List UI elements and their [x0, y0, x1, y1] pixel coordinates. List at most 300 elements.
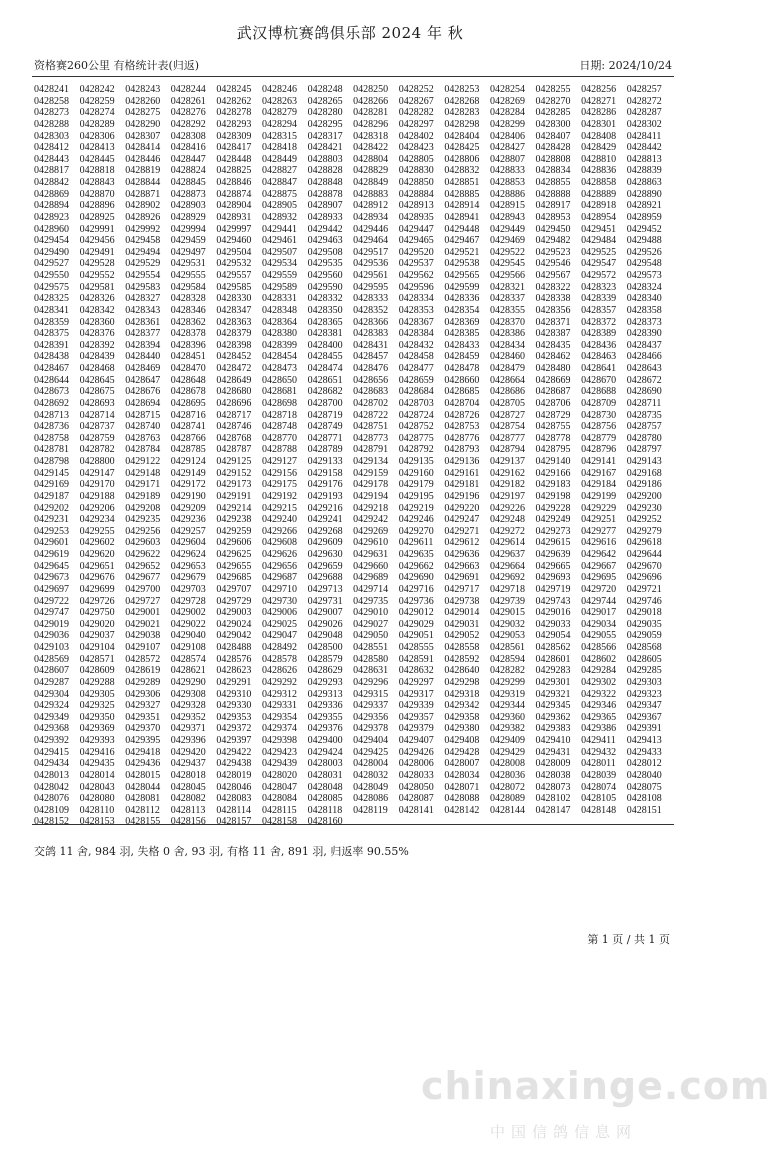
ring-number-cell: 0429347: [626, 700, 662, 712]
ring-number-cell: 0428112: [125, 804, 160, 816]
ring-number-cell: 0428422: [353, 142, 389, 154]
ring-number-cell: 0428261: [170, 95, 206, 107]
ring-number-cell: 0428883: [353, 188, 389, 200]
ring-number-cell: 0428792: [398, 444, 434, 456]
ring-number-cell: 0428904: [216, 200, 252, 212]
ring-number-cell: 0429463: [307, 235, 343, 247]
ring-number-cell: 0428574: [170, 653, 206, 665]
ring-number-cell: 0429731: [307, 595, 343, 607]
ring-number-cell: 0428402: [398, 130, 434, 142]
ring-number-cell: 0428568: [626, 642, 662, 653]
ring-number-cell: 0428333: [353, 293, 389, 305]
ring-number-cell: 0428711: [626, 397, 662, 409]
ring-number-cell: 0428389: [581, 328, 617, 340]
ring-number-cell: 0429750: [79, 607, 115, 619]
ring-number-cell: 0428284: [489, 107, 525, 119]
ring-number-cell: 0428370: [489, 316, 525, 328]
ring-number-cell: 0428681: [261, 386, 297, 398]
ring-number-cell: 0428278: [216, 107, 252, 119]
ring-number-cell: 0428338: [535, 293, 571, 305]
ring-number-cell: 0428155: [125, 816, 161, 828]
ring-number-cell: 0429169: [34, 479, 69, 491]
ring-number-cell: 0429108: [170, 642, 206, 653]
ring-number-cell: 0429324: [34, 700, 69, 712]
ring-number-cell: 0429176: [307, 479, 343, 491]
ring-number-cell: 0428265: [307, 95, 343, 107]
ring-number-cell: 0429434: [34, 758, 69, 770]
ring-number-cell: 0429303: [626, 676, 662, 688]
ring-number-cell: 0429548: [626, 258, 662, 270]
ring-number-cell: 0429532: [216, 258, 252, 270]
ring-number-cell: 0429228: [535, 502, 571, 514]
ring-number-cell: 0428044: [125, 781, 161, 793]
ring-number-cell: 0429173: [216, 479, 252, 491]
ring-number-cell: 0429459: [170, 235, 206, 247]
ring-number-cell: 0428631: [353, 665, 389, 677]
ring-number-cell: 0428796: [581, 444, 617, 456]
ring-number-cell: 0429465: [398, 235, 434, 247]
ring-number-cell: 0429047: [261, 630, 297, 642]
ring-number-cell: 0429277: [581, 525, 617, 537]
ring-number-cell: 0429350: [79, 711, 115, 723]
ring-number-cell: 0428102: [535, 793, 571, 805]
ring-number-cell: 0428427: [489, 142, 525, 154]
ring-number-cell: 0429298: [444, 676, 480, 688]
ring-number-cell: 0428157: [216, 816, 252, 828]
ring-number-cell: 0429010: [353, 607, 389, 619]
ring-number-cell: 0429299: [489, 676, 525, 688]
ring-number-cell: 0429517: [353, 246, 389, 258]
ring-number-cell: 0428407: [535, 130, 571, 142]
ring-number-cell: 0428591: [398, 653, 434, 665]
ring-number-cell: 0428362: [170, 316, 206, 328]
ring-number-cell: 0428670: [581, 374, 617, 386]
ring-number-cell: 0429156: [261, 467, 297, 479]
ring-number-cell: 0429055: [581, 630, 617, 642]
ring-number-cell: 0429673: [34, 572, 69, 584]
ring-number-cell: 0428469: [125, 363, 161, 374]
ring-number-cell: 0429604: [170, 537, 206, 549]
ring-number-list: [34, 84, 674, 828]
ring-number-cell: 0429490: [34, 246, 69, 258]
ring-number-cell: 0428083: [216, 793, 252, 805]
ring-number-cell: 0429620: [79, 549, 115, 560]
ring-number-cell: 0428449: [261, 153, 297, 165]
ring-number-cell: 0429382: [489, 723, 525, 735]
ring-number-cell: 0429677: [125, 572, 161, 584]
watermark-logo: chinaxinge.com: [421, 1064, 771, 1108]
ring-number-cell: 0429467: [444, 235, 480, 247]
ring-number-cell: 0429380: [444, 723, 480, 735]
ring-number-cell: 0429321: [535, 688, 571, 700]
ring-number-cell: 0428766: [170, 432, 206, 444]
ring-number-cell: 0429235: [125, 514, 161, 526]
ring-number-cell: 0428719: [307, 409, 343, 421]
ring-number-cell: 0429396: [170, 735, 206, 746]
ring-number-cell: 0429685: [216, 572, 252, 584]
ring-number-cell: 0428357: [581, 304, 617, 316]
ring-number-cell: 0429183: [535, 479, 571, 491]
ring-number-cell: 0429690: [398, 572, 434, 584]
ring-number-cell: 0428440: [125, 351, 161, 363]
ring-number-cell: 0428151: [626, 804, 662, 816]
ring-number-cell: 0429547: [581, 258, 617, 270]
ring-number-cell: 0428429: [581, 142, 617, 154]
ring-number-cell: 0429718: [489, 583, 525, 595]
ring-number-cell: 0428849: [353, 177, 389, 188]
ring-number-cell: 0428770: [261, 432, 297, 444]
ring-number-cell: 0429581: [79, 281, 115, 293]
ring-number-cell: 0428551: [353, 642, 389, 653]
ring-number-cell: 0428871: [125, 188, 161, 200]
ring-number-cell: 0428039: [581, 769, 617, 781]
ring-number-cell: 0429736: [398, 595, 434, 607]
ring-number-cell: 0428075: [626, 781, 662, 793]
ring-number-cell: 0428693: [79, 397, 115, 409]
ring-number-cell: 0428400: [307, 339, 343, 351]
ring-number-cell: 0428683: [353, 386, 389, 398]
ring-number-cell: 0428348: [261, 304, 297, 316]
ring-number-cell: 0428468: [79, 363, 115, 374]
ring-number-cell: 0429310: [216, 688, 252, 700]
ring-number-cell: 0429162: [489, 467, 525, 479]
ring-number-cell: 0429288: [79, 676, 115, 688]
ring-number-cell: 0428147: [535, 804, 571, 816]
ring-number-cell: 0428084: [261, 793, 297, 805]
ring-number-cell: 0429735: [353, 595, 389, 607]
ring-number-cell: 0429528: [79, 258, 115, 270]
ring-number-cell: 0429469: [489, 235, 525, 247]
ring-number-cell: 0429424: [307, 746, 343, 758]
ring-number-cell: 0429664: [489, 560, 525, 572]
ring-number-cell: 0429371: [170, 723, 206, 735]
ring-number-cell: 0429491: [79, 246, 115, 258]
ring-number-cell: 0428580: [353, 653, 389, 665]
ring-number-cell: 0429143: [626, 456, 662, 467]
ring-number-cell: 0429172: [170, 479, 206, 491]
ring-number-cell: 0429229: [581, 502, 617, 514]
ring-number-cell: 0428941: [444, 211, 480, 223]
ring-number-cell: 0428271: [581, 95, 617, 107]
ring-number-cell: 0428751: [353, 421, 389, 433]
ring-number-cell: 0429149: [170, 467, 206, 479]
ring-number-cell: 0428649: [216, 374, 252, 386]
ring-number-cell: 0429103: [34, 642, 69, 653]
ring-number-cell: 0428443: [34, 153, 69, 165]
ring-number-cell: 0428282: [398, 107, 434, 119]
ring-number-cell: 0429710: [261, 583, 297, 595]
ring-number-cell: 0429450: [535, 223, 571, 235]
ring-number-cell: 0429252: [626, 514, 662, 526]
ring-number-cell: 0429637: [489, 549, 525, 560]
ring-number-cell: 0429287: [34, 676, 69, 688]
ring-number-cell: 0429691: [444, 572, 480, 584]
ring-number-cell: 0429199: [581, 490, 617, 502]
ring-number-cell: 0428008: [489, 758, 525, 770]
ring-number-cell: 0428706: [535, 397, 571, 409]
ring-number-cell: 0428684: [398, 386, 434, 398]
ring-number-cell: 0429167: [581, 467, 617, 479]
ring-number-cell: 0428702: [353, 397, 389, 409]
ring-number-cell: 0429270: [398, 525, 434, 537]
ring-number-cell: 0428641: [581, 363, 617, 374]
ring-number-cell: 0428579: [307, 653, 343, 665]
ring-number-cell: 0429255: [79, 525, 115, 537]
ring-number-cell: 0428870: [79, 188, 115, 200]
ring-number-cell: 0429034: [581, 618, 617, 630]
ring-number-cell: 0428935: [398, 211, 434, 223]
ring-number-cell: 0429189: [125, 490, 161, 502]
ring-number-cell: 0429040: [170, 630, 206, 642]
ring-number-cell: 0428776: [444, 432, 480, 444]
ring-number-cell: 0428352: [353, 304, 389, 316]
ring-number-cell: 0429383: [535, 723, 571, 735]
ring-number-cell: 0428571: [79, 653, 115, 665]
ring-number-cell: 0428458: [398, 351, 434, 363]
ring-number-cell: 0429655: [216, 560, 252, 572]
ring-number-cell: 0429301: [535, 676, 571, 688]
ring-number-cell: 0429253: [34, 525, 69, 537]
ring-number-cell: 0428433: [444, 339, 480, 351]
ring-number-cell: 0428943: [489, 211, 525, 223]
ring-number-cell: 0428467: [34, 363, 69, 374]
ring-number-cell: 0428315: [261, 130, 297, 142]
ring-number-cell: 0428594: [489, 653, 525, 665]
ring-number-cell: 0428342: [79, 304, 115, 316]
ring-number-cell: 0428014: [79, 769, 115, 781]
ring-number-cell: 0428472: [216, 363, 252, 374]
ring-number-cell: 0428275: [125, 107, 161, 119]
ring-number-cell: 0428323: [581, 281, 617, 293]
ring-number-cell: 0428752: [398, 421, 434, 433]
ring-number-cell: 0428032: [353, 769, 389, 781]
ring-number-cell: 0428844: [125, 177, 161, 188]
ring-number-cell: 0429730: [261, 595, 297, 607]
ring-number-cell: 0429214: [216, 502, 252, 514]
ring-number-cell: 0428356: [535, 304, 571, 316]
ring-number-cell: 0429573: [626, 270, 662, 281]
ring-number-cell: 0429494: [125, 246, 161, 258]
ring-number-cell: 0429554: [125, 270, 161, 281]
ring-number-cell: 0428888: [535, 188, 571, 200]
ring-number-cell: 0429689: [353, 572, 389, 584]
ring-number-cell: 0428253: [444, 84, 480, 95]
ring-number-cell: 0429219: [398, 502, 434, 514]
ring-number-cell: 0429656: [261, 560, 297, 572]
ring-number-cell: 0428907: [307, 200, 343, 212]
ring-number-cell: 0429024: [216, 618, 252, 630]
ring-number-cell: 0428763: [125, 432, 161, 444]
ring-number-cell: 0429166: [535, 467, 571, 479]
ring-number-cell: 0429027: [353, 618, 389, 630]
ring-number-cell: 0428288: [34, 118, 69, 130]
ring-number-cell: 0428933: [307, 211, 343, 223]
ring-number-cell: 0429346: [581, 700, 617, 712]
ring-number-cell: 0428463: [581, 351, 617, 363]
ring-number-cell: 0429722: [34, 595, 69, 607]
ring-number-cell: 0428375: [34, 328, 69, 340]
ring-number-cell: 0428142: [444, 804, 480, 816]
ring-number-cell: 0428439: [79, 351, 115, 363]
ring-number-cell: 0428322: [535, 281, 571, 293]
ring-number-cell: 0429991: [79, 223, 115, 235]
ring-number-cell: 0429447: [398, 223, 434, 235]
ring-number-cell: 0429159: [353, 467, 389, 479]
ring-number-cell: 0428676: [125, 386, 161, 398]
ring-number-cell: 0429413: [626, 735, 662, 746]
ring-number-cell: 0429663: [444, 560, 480, 572]
ring-number-cell: 0428118: [307, 804, 343, 816]
ring-number-cell: 0429247: [444, 514, 480, 526]
ring-number-cell: 0429020: [79, 618, 115, 630]
ring-number-cell: 0428740: [125, 421, 161, 433]
ring-number-cell: 0428492: [261, 642, 297, 653]
ring-number-cell: 0428074: [581, 781, 617, 793]
ring-number-cell: 0429404: [353, 735, 389, 746]
ring-number-cell: 0428371: [535, 316, 571, 328]
ring-number-cell: 0429624: [170, 549, 206, 560]
ring-number-cell: 0428445: [79, 153, 115, 165]
ring-number-cell: 0428363: [216, 316, 252, 328]
ring-number-cell: 0428912: [353, 200, 389, 212]
ring-number-cell: 0429614: [489, 537, 525, 549]
ring-number-cell: 0429037: [79, 630, 115, 642]
ring-number-cell: 0429743: [535, 595, 571, 607]
ring-number-cell: 0429147: [79, 467, 115, 479]
ring-number-cell: 0429171: [125, 479, 161, 491]
ring-number-cell: 0428413: [79, 142, 115, 154]
ring-number-cell: 0428289: [79, 118, 115, 130]
ring-number-cell: 0429420: [170, 746, 206, 758]
ring-number-cell: 0429152: [216, 467, 252, 479]
ring-number-cell: 0428336: [444, 293, 480, 305]
ring-number-cell: 0428384: [398, 328, 434, 340]
ring-number-cell: 0428331: [261, 293, 297, 305]
ring-number-cell: 0429127: [261, 456, 297, 467]
ring-number-cell: 0428454: [261, 351, 297, 363]
ring-number-cell: 0429271: [444, 525, 480, 537]
ring-number-cell: 0429631: [353, 549, 389, 560]
ring-number-cell: 0429441: [261, 223, 297, 235]
ring-number-cell: 0428446: [125, 153, 161, 165]
ring-number-cell: 0428960: [34, 223, 69, 235]
ring-number-cell: 0428105: [581, 793, 617, 805]
ring-number-cell: 0429362: [535, 711, 571, 723]
ring-number-cell: 0428394: [125, 339, 161, 351]
ring-number-cell: 0429608: [261, 537, 297, 549]
ring-number-cell: 0428626: [261, 665, 297, 677]
ring-number-cell: 0429665: [535, 560, 571, 572]
ring-number-cell: 0429727: [125, 595, 161, 607]
ring-number-cell: 0429026: [307, 618, 343, 630]
ring-number-cell: 0429305: [79, 688, 115, 700]
ring-number-cell: 0428932: [261, 211, 297, 223]
ring-number-cell: 0429022: [170, 618, 206, 630]
ring-number-cell: 0428119: [353, 804, 388, 816]
ring-number-cell: 0429717: [444, 583, 480, 595]
ring-number-cell: 0428789: [307, 444, 343, 456]
ring-number-cell: 0428259: [79, 95, 115, 107]
ring-number-cell: 0428343: [125, 304, 161, 316]
ring-number-cell: 0428380: [261, 328, 297, 340]
ring-number-cell: 0428931: [216, 211, 252, 223]
ring-number-cell: 0428680: [216, 386, 252, 398]
ring-number-cell: 0428347: [216, 304, 252, 316]
ring-number-cell: 0429526: [626, 246, 662, 258]
ring-number-cell: 0428417: [216, 142, 252, 154]
ring-number-cell: 0429744: [581, 595, 617, 607]
ring-number-cell: 0429616: [581, 537, 617, 549]
ring-number-cell: 0429133: [307, 456, 343, 467]
ring-number-cell: 0428817: [34, 165, 69, 177]
ring-number-cell: 0428858: [581, 177, 617, 188]
ring-number-cell: 0428308: [170, 130, 206, 142]
ring-number-cell: 0428256: [581, 84, 617, 95]
ring-number-cell: 0429636: [444, 549, 480, 560]
ring-number-cell: 0428473: [261, 363, 297, 374]
ring-number-cell: 0428080: [79, 793, 115, 805]
ring-number-cell: 0428042: [34, 781, 69, 793]
ring-number-cell: 0429432: [581, 746, 617, 758]
ring-number-cell: 0428692: [34, 397, 69, 409]
ring-number-cell: 0429567: [535, 270, 571, 281]
ring-number-cell: 0428824: [170, 165, 206, 177]
ring-number-cell: 0428246: [261, 84, 297, 95]
ring-number-cell: 0429353: [216, 711, 252, 723]
ring-number-cell: 0428386: [489, 328, 525, 340]
ring-number-cell: 0429241: [307, 514, 343, 526]
ring-number-cell: 0429438: [216, 758, 252, 770]
ring-number-cell: 0428153: [79, 816, 115, 828]
ring-number-cell: 0429429: [489, 746, 525, 758]
ring-number-cell: 0429546: [535, 258, 571, 270]
ring-number-cell: 0428843: [79, 177, 115, 188]
ring-number-cell: 0429054: [535, 630, 571, 642]
ring-number-cell: 0428488: [216, 642, 252, 653]
ring-number-cell: 0429411: [581, 735, 616, 746]
ring-number-cell: 0429279: [626, 525, 662, 537]
ring-number-cell: 0428609: [79, 665, 115, 677]
ring-number-cell: 0428406: [489, 130, 525, 142]
ring-number-cell: 0428036: [489, 769, 525, 781]
ring-number-cell: 0428847: [261, 177, 297, 188]
ring-number-cell: 0428803: [307, 153, 343, 165]
ring-number-cell: 0428455: [307, 351, 343, 363]
ring-number-cell: 0428929: [170, 211, 206, 223]
ring-number-cell: 0428808: [535, 153, 571, 165]
ring-number-cell: 0429699: [79, 583, 115, 595]
ring-number-cell: 0428285: [535, 107, 571, 119]
ring-number-cell: 0428479: [489, 363, 525, 374]
ring-number-cell: 0428572: [125, 653, 161, 665]
ring-number-cell: 0428007: [444, 758, 480, 770]
ring-number-cell: 0428049: [353, 781, 389, 793]
ring-number-cell: 0428081: [125, 793, 161, 805]
ring-number-cell: 0429747: [34, 607, 69, 619]
ring-number-cell: 0429016: [535, 607, 571, 619]
ring-number-cell: 0429378: [353, 723, 389, 735]
ring-number-cell: 0429618: [626, 537, 662, 549]
ring-number-cell: 0429354: [261, 711, 297, 723]
ring-number-cell: 0428478: [444, 363, 480, 374]
ring-number-cell: 0429606: [216, 537, 252, 549]
ring-number-cell: 0428787: [216, 444, 252, 456]
ring-number-cell: 0428878: [307, 188, 343, 200]
ring-number-cell: 0429036: [34, 630, 69, 642]
ring-number-cell: 0428286: [581, 107, 617, 119]
ring-number-cell: 0428346: [170, 304, 206, 316]
ring-number-cell: 0429308: [170, 688, 206, 700]
